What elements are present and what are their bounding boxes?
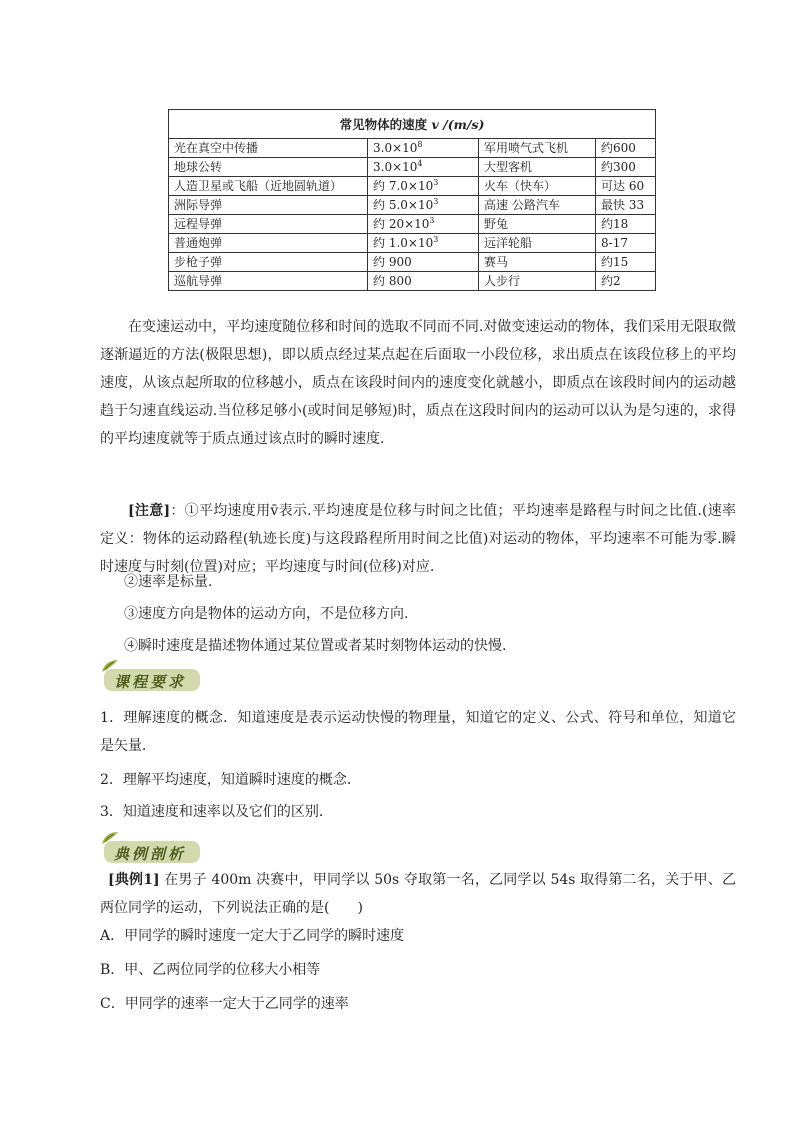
speed-value-cell: 约 $20\times 10^3$: [368, 215, 479, 234]
note-head: [注意]: [128, 503, 171, 519]
section-banner-typical-examples: [100, 834, 200, 862]
table-row: [169, 196, 656, 215]
requirement-item: 1．理解速度的概念．知道速度是表示运动快慢的物理量，知道它的定义、公式、符号和单位，知道它是矢量．: [100, 710, 736, 754]
section-title: 课程要求: [113, 673, 186, 691]
option-a: A．甲同学的瞬时速度一定大于乙同学的瞬时速度: [100, 928, 405, 944]
speed-value-cell: 约600: [596, 139, 656, 158]
section-title: 典例剖析: [113, 845, 186, 863]
object-name-cell: 人步行: [479, 272, 596, 291]
table-row: [169, 158, 656, 177]
speed-value-cell: 可达 60: [596, 177, 656, 196]
requirement-item: 2．理解平均速度，知道瞬时速度的概念．: [100, 772, 361, 788]
object-name-cell: 光在真空中传播: [169, 139, 368, 158]
speed-value-cell: 约15: [596, 253, 656, 272]
speed-value-cell: 约 $1.0\times 10^3$: [368, 234, 479, 253]
speed-value-cell: 约300: [596, 158, 656, 177]
speed-value-cell: 约 900: [368, 253, 479, 272]
table-body: [169, 139, 656, 291]
table-caption: 常见物体的速度 v /(m/s): [169, 110, 656, 139]
speed-value-cell: 约18: [596, 215, 656, 234]
option-c: C．甲同学的速率一定大于乙同学的速率: [100, 996, 349, 1012]
speed-value-cell: 约 $7.0\times 10^3$: [368, 177, 479, 196]
requirement-item: 3．知道速度和速率以及它们的区别．: [100, 804, 333, 820]
object-name-cell: 普通炮弹: [169, 234, 368, 253]
object-name-cell: 人造卫星或飞船（近地圆轨道）: [169, 177, 368, 196]
table-row: [169, 272, 656, 291]
section-banner-course-requirements: [100, 662, 200, 690]
object-name-cell: 地球公转: [169, 158, 368, 177]
object-name-cell: 步枪子弹: [169, 253, 368, 272]
table-row: [169, 139, 656, 158]
note-body: ：①平均速度用v̄表示.平均速度是位移与时间之比值；平均速率是路程与时间之比值.(速率定义：物体的运动路程(轨迹长度)与这段路程所用时间之比值)对运动的物体，平均速率不可能为零.瞬时速度与时刻(位置)对应；平均速度与时间(位移)对应.: [100, 503, 736, 575]
paragraph-instantaneous-velocity: 在变速运动中，平均速度随位移和时间的选取不同而不同.对做变速运动的物体，我们采用无限取微逐渐逼近的方法(极限思想)，即以质点经过某点起在后面取一小段位移，求出质点在该段位移上的平均速度，从该点起所取的位移越小，质点在该段时间内的速度变化就越小，即质点在该段时间内的运动越趋于匀速直线运动.当位移足够小(或时间足够短)时，质点在这段时间内的运动可以认为是匀速的，求得的平均速度就等于质点通过该点时的瞬时速度.: [100, 319, 736, 447]
object-name-cell: 高速 公路汽车: [479, 196, 596, 215]
table-row: [169, 177, 656, 196]
object-name-cell: 远洋轮船: [479, 234, 596, 253]
object-name-cell: 军用喷气式飞机: [479, 139, 596, 158]
speed-value-cell: $3.0\times 10^4$: [368, 158, 479, 177]
speed-value-cell: 8-17: [596, 234, 656, 253]
option-b: B．甲、乙两位同学的位移大小相等: [100, 962, 321, 978]
note-item: ④瞬时速度是描述物体通过某位置或者某时刻物体运动的快慢.: [124, 638, 507, 654]
example-body: 在男子 400m 决赛中，甲同学以 50s 夺取第一名，乙同学以 54s 取得第二名，关于甲、乙两位同学的运动，下列说法正确的是( ): [100, 872, 736, 916]
table-row: [169, 253, 656, 272]
speed-value-cell: 约 $5.0\times 10^3$: [368, 196, 479, 215]
speed-value-cell: 约2: [596, 272, 656, 291]
table-row: [169, 234, 656, 253]
object-name-cell: 赛马: [479, 253, 596, 272]
object-name-cell: 火车（快车）: [479, 177, 596, 196]
speed-value-cell: $3.0\times 10^8$: [368, 139, 479, 158]
object-name-cell: 巡航导弹: [169, 272, 368, 291]
object-name-cell: 大型客机: [479, 158, 596, 177]
example-question: [100, 866, 736, 922]
speed-value-cell: 约 800: [368, 272, 479, 291]
object-name-cell: 洲际导弹: [169, 196, 368, 215]
example-head: [典例1]: [108, 872, 160, 888]
speed-value-cell: 最快 33: [596, 196, 656, 215]
object-name-cell: 野兔: [479, 215, 596, 234]
table-row: [169, 215, 656, 234]
note-item: ③速度方向是物体的运动方向，不是位移方向.: [124, 606, 409, 622]
object-name-cell: 远程导弹: [169, 215, 368, 234]
note-paragraph: [100, 497, 736, 581]
note-item: ②速率是标量.: [124, 574, 213, 590]
speed-table: [168, 109, 656, 291]
